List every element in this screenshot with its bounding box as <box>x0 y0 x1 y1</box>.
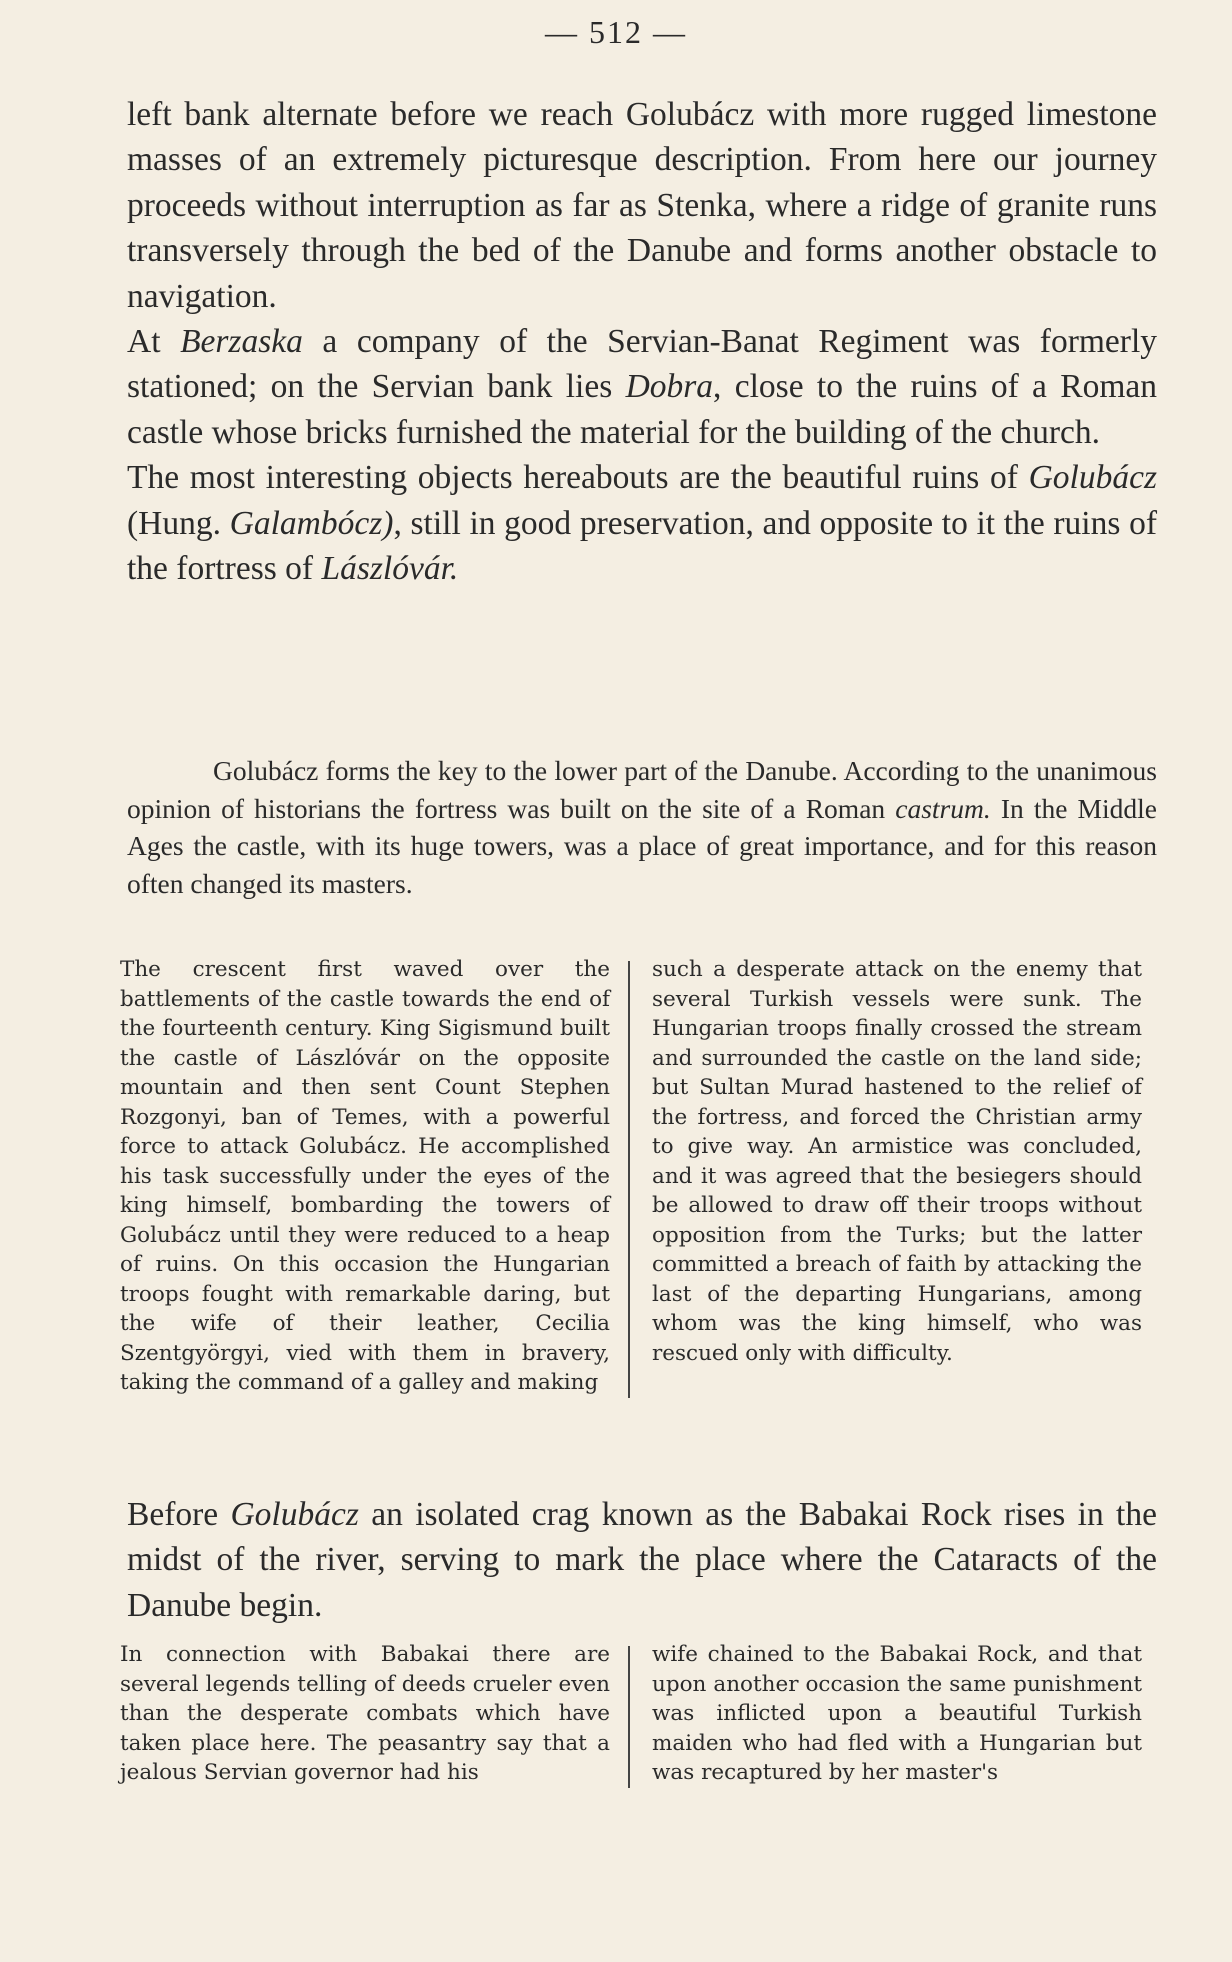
two-column-section-2 <box>120 1640 1160 1788</box>
place-golubacz: Golubácz <box>1028 459 1157 497</box>
paragraph-3: The most interesting objects hereabouts are the beautiful ruins of Golubácz (Hung. Galambócz), still in good preservation, and opposite to it the ruins of the fortress of Lászlóvár. <box>127 459 1157 588</box>
two-column-section-1 <box>120 955 1160 1398</box>
page-number: — 512 — <box>545 14 687 50</box>
place-golubacz-2: Golubácz <box>230 1496 359 1533</box>
column-2-left: In connection with Babakai there are several legends telling of deeds crueler even than the desperate combats which have taken place here. The peasantry say that a jealous Servian governor had his <box>120 1642 610 1785</box>
paragraph-5: Before Golubácz an isolated crag known as the Babakai Rock rises in the midst of the river, serving to mark the place where the Cataracts of the Danube begin. <box>127 1496 1157 1624</box>
column-2-right: wife chained to the Babakai Rock, and that upon another occasion the same punishment was inflicted upon a beautiful Turkish maiden who had fled with a Hungarian but was recaptured by her master's <box>652 1642 1142 1785</box>
paragraph-1: left bank alternate before we reach Golubácz with more rugged limestone masses of an extremely picturesque description. From here our journey proceeds without interruption as far as Stenka, where a ridge of granite runs transversely through the bed of the Danube and forms another obstacle to navigation. <box>127 96 1157 315</box>
paragraph-4: Golubácz forms the key to the lower part of the Danube. According to the unanimous opinion of historians the fortress was built on the site of a Roman castrum. In the Middle Ages the castle, with its huge towers, was a place of great importance, and for this reason often changed its masters. <box>127 755 1157 899</box>
medium-text-block <box>127 752 1157 902</box>
column-1-right: such a desperate attack on the enemy that several Turkish vessels were sunk. The Hungarian troops finally crossed the stream and surrounded the castle on the land side; but Sultan Murad hastened to the relief of the fortress, and forced the Christian army to give way. An armistice was concluded, and it was agreed that the besiegers should be allowed to draw off their troops without opposition from the Turks; but the latter committed a breach of faith by attacking the last of the departing Hungarians, among whom was the king himself, who was rescued only with difficulty. <box>652 957 1142 1366</box>
babakai-text-block <box>127 1492 1157 1628</box>
place-dobra: Dobra <box>625 368 714 406</box>
paragraph-2: At Berzaska a company of the Servian-Banat Regiment was formerly stationed; on the Servian bank lies Dobra, close to the ruins of a Roman castle whose bricks furnished the material for the building of the church. <box>127 323 1157 451</box>
term-castrum: castrum. <box>895 792 991 824</box>
place-berzaska: Berzaska <box>180 323 303 361</box>
main-text-block <box>127 92 1157 591</box>
column-1-left: The crescent first waved over the battlements of the castle towards the end of the fourteenth century. King Sigismund built the castle of Lászlóvár on the opposite mountain and then sent Count Stephen Rozgonyi, ban of Temes, with a powerful force to attack Golubácz. He accomplished his task successfully under the eyes of the king himself, bombarding the towers of Golubácz until they were reduced to a heap of ruins. On this occasion the Hungarian troops fought with remarkable daring, but the wife of their leather, Cecilia Szentgyörgyi, vied with them in bravery, taking the command of a galley and making <box>120 957 610 1395</box>
place-laszlovar: Lászlóvár. <box>321 550 459 588</box>
place-galambocz: Galambócz) <box>229 504 394 542</box>
